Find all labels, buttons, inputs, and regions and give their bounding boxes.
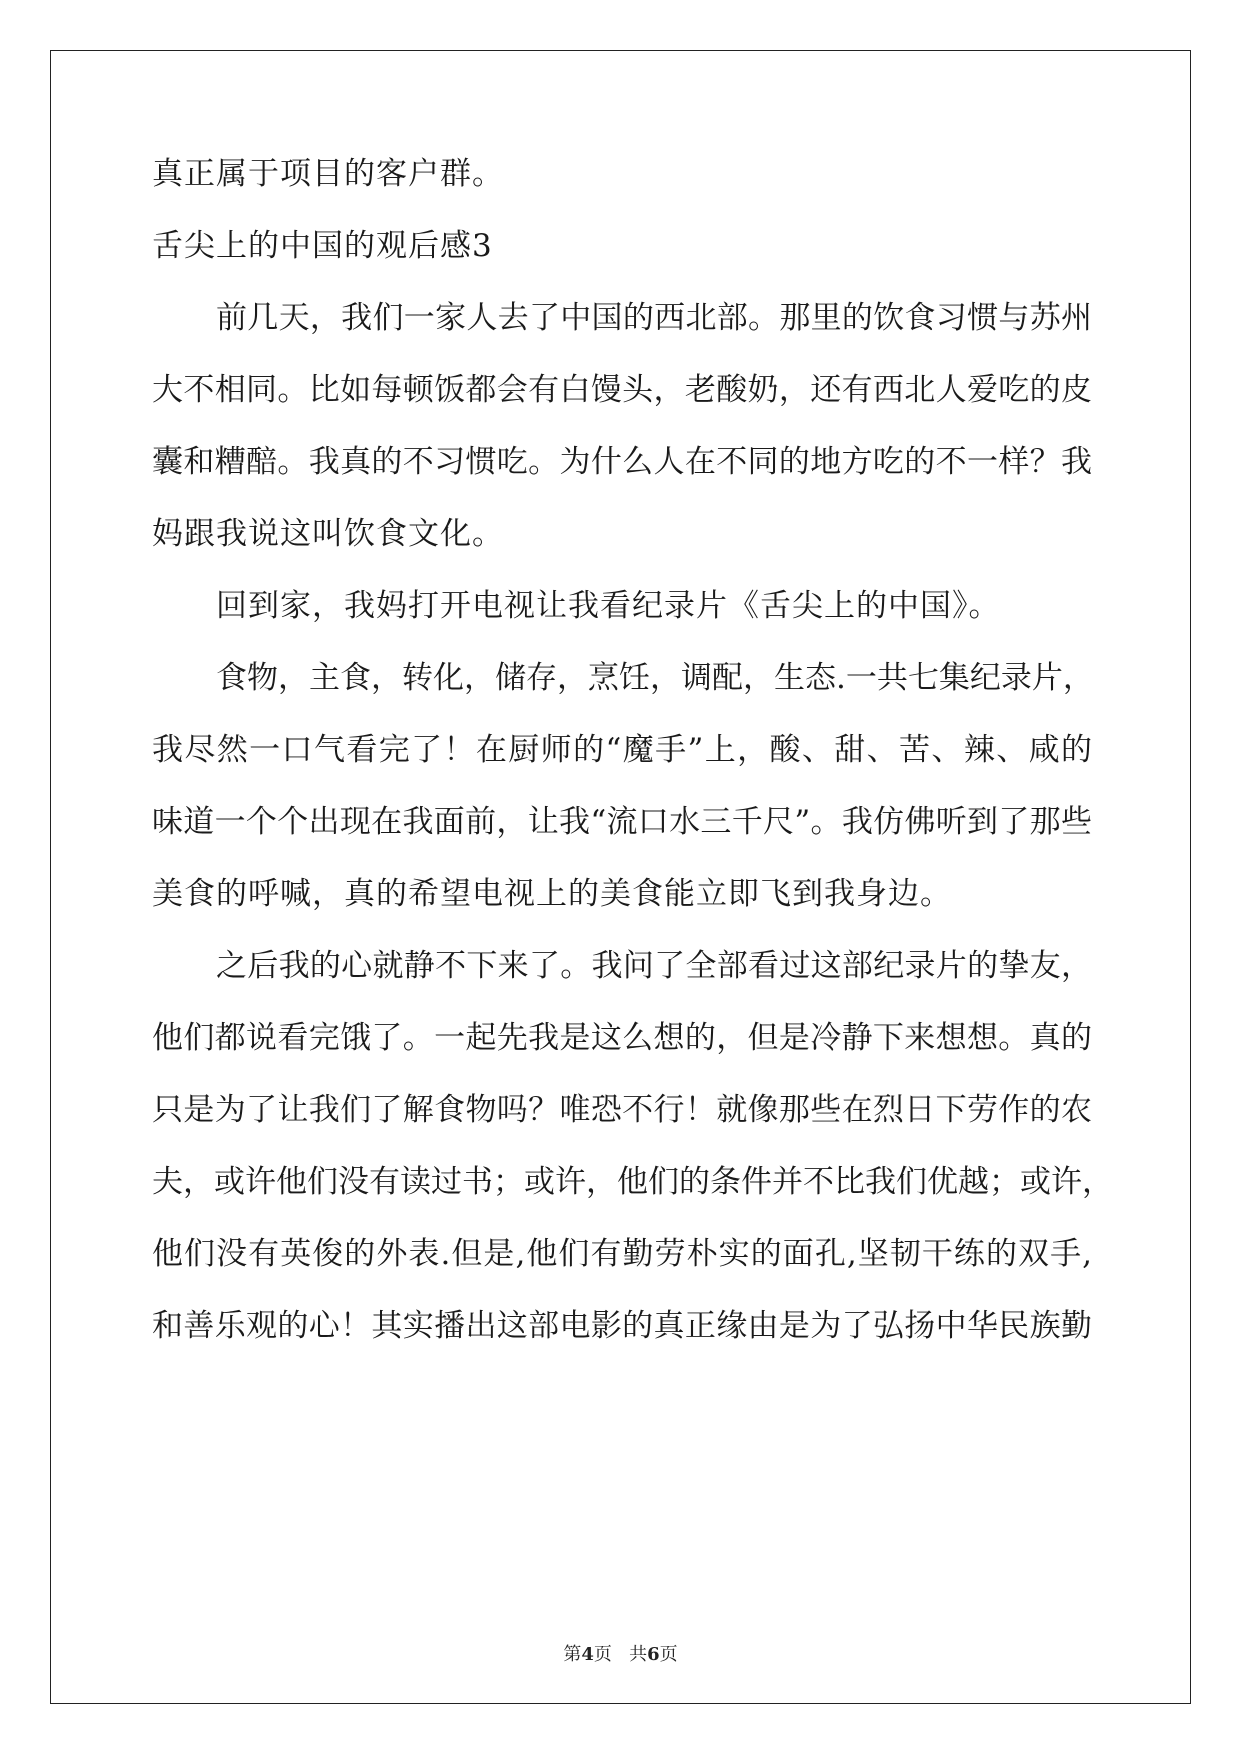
page-unit: 页 [593, 1644, 612, 1665]
text-line: 和善乐观的心！其实播出这部电影的真正缘由是为了弘扬中华民族勤 [152, 1308, 1092, 1344]
section-heading: 舌尖上的中国的观后感3 [152, 228, 493, 264]
text-line: 囊和糟醅。我真的不习惯吃。为什么人在不同的地方吃的不一样？我 [152, 444, 1092, 480]
text-line: 他们都说看完饿了。一起先我是这么想的，但是冷静下来想想。真的 [152, 1020, 1092, 1056]
text-line: 回到家，我妈打开电视让我看纪录片《舌尖上的中国》。 [216, 588, 1001, 624]
text-line: 前几天，我们一家人去了中国的西北部。那里的饮食习惯与苏州 [216, 300, 1092, 336]
text-line: 之后我的心就静不下来了。我问了全部看过这部纪录片的挚友， [216, 948, 1092, 984]
text-line: 食物，主食，转化，储存，烹饪，调配，生态.一共七集纪录片， [216, 660, 1094, 696]
text-line: 大不相同。比如每顿饭都会有白馒头，老酸奶，还有西北人爱吃的皮 [152, 372, 1092, 408]
current-page-number: 4 [581, 1644, 594, 1665]
text-line: 美食的呼喊，真的希望电视上的美食能立即飞到我身边。 [152, 876, 952, 912]
text-line: 真正属于项目的客户群。 [152, 156, 504, 192]
total-prefix: 共 [629, 1644, 648, 1665]
text-line: 我尽然一口气看完了！在厨师的“魔手”上，酸、甜、苦、辣、咸的 [152, 732, 1092, 768]
page-prefix: 第 [563, 1644, 582, 1665]
text-line: 他们没有英俊的外表.但是,他们有勤劳朴实的面孔,坚韧干练的双手, [152, 1236, 1092, 1272]
total-unit: 页 [659, 1644, 678, 1665]
text-line: 味道一个个出现在我面前，让我“流口水三千尺”。我仿佛听到了那些 [152, 804, 1092, 840]
page-footer [0, 1640, 1241, 1666]
total-page-number: 6 [647, 1644, 660, 1665]
text-line: 夫，或许他们没有读过书；或许，他们的条件并不比我们优越；或许， [152, 1164, 1113, 1200]
text-line: 妈跟我说这叫饮食文化。 [152, 516, 504, 552]
text-line: 只是为了让我们了解食物吗？唯恐不行！就像那些在烈日下劳作的农 [152, 1092, 1092, 1128]
